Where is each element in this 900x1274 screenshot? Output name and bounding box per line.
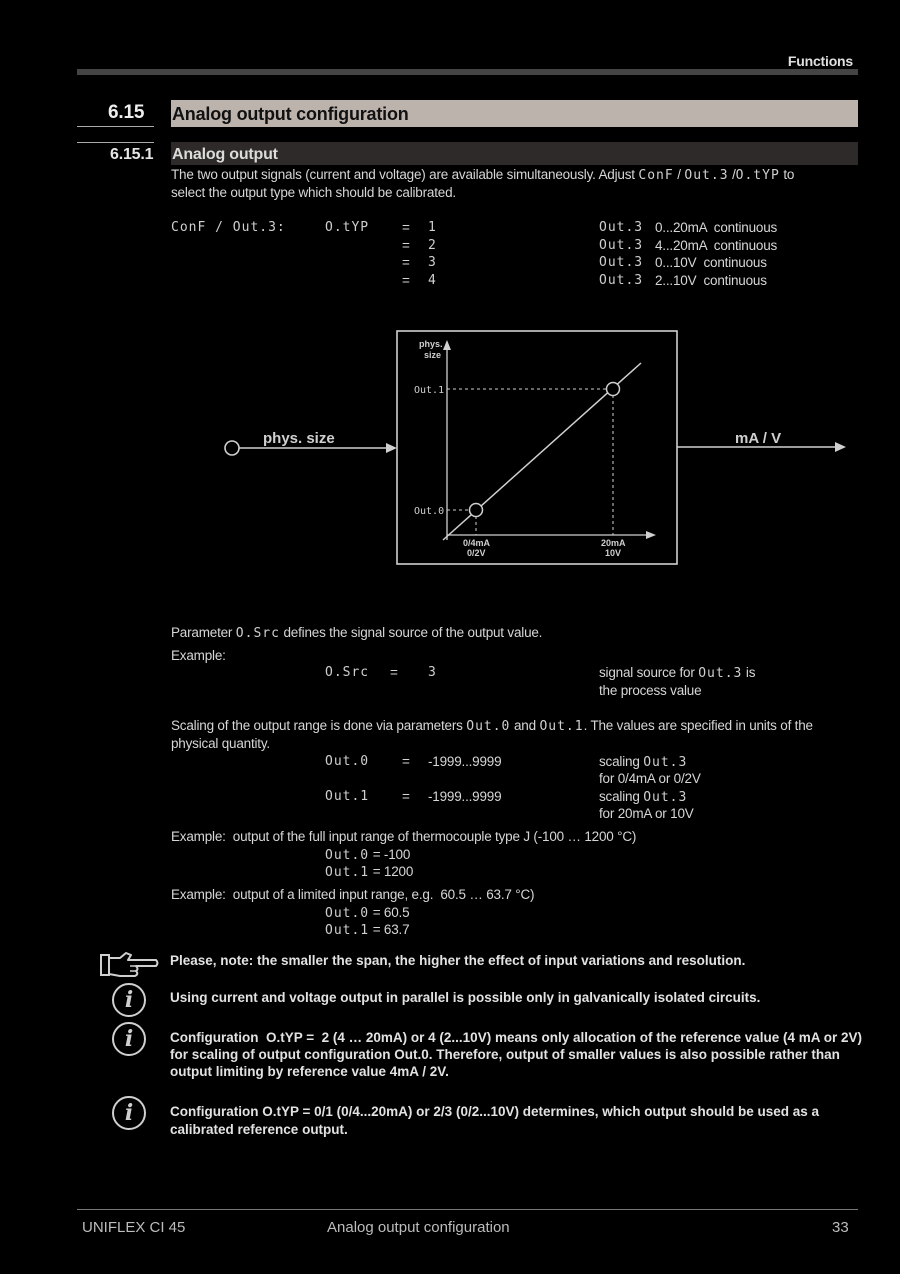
slash: / <box>677 167 681 182</box>
type-row-desc: 2...10V continuous <box>655 273 767 288</box>
scaling-desc-param: Out.3 <box>643 755 688 770</box>
input-label: phys. size <box>263 430 335 447</box>
param-out0: Out.0 <box>466 719 511 734</box>
scaling-diagram <box>0 0 900 600</box>
type-row-desc: 0...10V continuous <box>655 255 767 270</box>
scaling-row-desc-1 <box>599 754 687 770</box>
example-1-p0: Out.0 <box>325 848 370 863</box>
type-row-val: 4 <box>428 273 437 288</box>
type-row-eq: = <box>402 238 410 253</box>
subsection-title: Analog output <box>172 146 278 163</box>
type-row-eq: = <box>402 273 410 288</box>
example-2-line-out0 <box>325 905 409 921</box>
example-1-p1: Out.1 <box>325 865 370 880</box>
section-title: Analog output configuration <box>172 104 409 124</box>
type-row-out: Out.3 <box>599 220 644 235</box>
note-4-line-2: calibrated reference output. <box>170 1122 348 1137</box>
scaling-row-eq: = <box>402 789 410 804</box>
source-line <box>171 625 542 641</box>
type-table-param: O.tYP <box>325 220 370 235</box>
example-2-p0: Out.0 <box>325 906 370 921</box>
example-1-text: Example: output of the full input range of thermocouple type J (-100 … 1200 °C) <box>171 829 637 844</box>
param-osrc: O.Src <box>235 626 280 641</box>
info-icon: i <box>112 983 146 1017</box>
type-row-eq: = <box>402 255 410 270</box>
example-1-line-out1 <box>325 864 413 880</box>
intro-text-to: to <box>783 167 795 182</box>
scaling-row-param: Out.0 <box>325 754 370 769</box>
type-row-val: 2 <box>428 238 437 253</box>
output-label: mA / V <box>735 430 782 447</box>
param-out1: Out.1 <box>539 719 584 734</box>
section-number: 6.15 <box>108 102 145 123</box>
example-2-text: Example: output of a limited input range, e.g. 60.5 … 63.7 °C) <box>171 887 535 902</box>
source-post: defines the signal source of the output value. <box>283 625 543 640</box>
scaling-line-2: physical quantity. <box>171 736 270 751</box>
scaling-row-desc-1 <box>599 789 687 805</box>
x-axis-arrow <box>646 531 656 539</box>
subsection-number: 6.15.1 <box>110 146 154 163</box>
scaling-line-1 <box>171 718 813 734</box>
scaling-and: and <box>513 718 536 733</box>
scaling-row-range: -1999...9999 <box>428 789 502 804</box>
footer-chapter: Analog output configuration <box>327 1219 510 1236</box>
example-1-line-out0 <box>325 847 410 863</box>
converter-box <box>397 331 677 564</box>
type-row-out: Out.3 <box>599 273 644 288</box>
out1-point <box>607 383 620 396</box>
param-conf: ConF <box>638 168 674 183</box>
footer-product: UNIFLEX CI 45 <box>82 1219 186 1236</box>
source-example-param: O.Src <box>325 665 370 680</box>
hand-pointer-icon <box>100 950 160 980</box>
x-high-label-1: 20mA <box>601 538 626 548</box>
type-row-out: Out.3 <box>599 238 644 253</box>
source-example-eq: = <box>390 665 398 680</box>
output-arrow-head <box>835 442 846 452</box>
input-arrow-head <box>386 443 397 453</box>
source-example-desc-1 <box>599 665 755 681</box>
scaling-desc-pre: scaling <box>599 754 640 769</box>
scaling-row-eq: = <box>402 754 410 769</box>
source-desc-pre: signal source for <box>599 665 695 680</box>
footer-rule <box>77 1209 858 1210</box>
intro-line-2: select the output type which should be calibrated. <box>171 185 456 200</box>
note-3-line-3: output limiting by reference value 4mA / 2V. <box>170 1064 449 1079</box>
out1-label: Out.1 <box>414 385 445 396</box>
scaling-row-param: Out.1 <box>325 789 370 804</box>
source-desc-post: is <box>745 665 756 680</box>
type-row-out: Out.3 <box>599 255 644 270</box>
scaling-desc-pre: scaling <box>599 789 640 804</box>
scaling-post: . The values are specified in units of the <box>583 718 813 733</box>
example-2-p1: Out.1 <box>325 923 370 938</box>
param-otyp: O.tYP <box>735 168 780 183</box>
example-1-v0: = -100 <box>369 847 411 862</box>
source-example-desc-2: the process value <box>599 683 702 698</box>
source-example-label: Example: <box>171 648 226 663</box>
example-1-v1: = 1200 <box>369 864 414 879</box>
y-axis-arrow <box>443 340 451 350</box>
type-row-eq: = <box>402 220 410 235</box>
source-example-val: 3 <box>428 665 437 680</box>
source-pre: Parameter <box>171 625 233 640</box>
intro-text: The two output signals (current and voltage) are available simultaneously. Adjust <box>171 167 635 182</box>
type-row-val: 1 <box>428 220 437 235</box>
scaling-row-desc-2: for 20mA or 10V <box>599 806 694 821</box>
example-2-v1: = 63.7 <box>369 922 410 937</box>
info-icon: i <box>112 1022 146 1056</box>
scaling-row-range: -1999...9999 <box>428 754 502 769</box>
note-3-line-1: Configuration O.tYP = 2 (4 … 20mA) or 4 (2...10V) means only allocation of the reference value (4 mA or 2V) <box>170 1030 863 1045</box>
example-2-v0: = 60.5 <box>369 905 410 920</box>
note-2-text: Using current and voltage output in parallel is possible only in galvanically isolated circuits. <box>170 990 761 1005</box>
type-row-desc: 0...20mA continuous <box>655 220 778 235</box>
type-row-val: 3 <box>428 255 437 270</box>
scaling-desc-param: Out.3 <box>643 790 688 805</box>
scaling-row-desc-2: for 0/4mA or 0/2V <box>599 771 701 786</box>
x-low-label-1: 0/4mA <box>463 538 491 548</box>
note-4-line-1: Configuration O.tYP = 0/1 (0/4...20mA) or 2/3 (0/2...10V) determines, which output should be used as a <box>170 1104 820 1119</box>
type-table-path: ConF / Out.3: <box>171 220 286 235</box>
scaling-pre: Scaling of the output range is done via parameters <box>171 718 463 733</box>
source-desc-param: Out.3 <box>698 666 743 681</box>
y-axis-label-2: size <box>424 350 442 360</box>
out0-label: Out.0 <box>414 506 445 517</box>
note-1-text: Please, note: the smaller the span, the higher the effect of input variations and resolution. <box>170 953 746 968</box>
y-axis-label-1: phys. <box>419 339 443 349</box>
param-out3: Out.3 <box>684 168 729 183</box>
type-row-desc: 4...20mA continuous <box>655 238 778 253</box>
out0-point <box>470 504 483 517</box>
info-icon: i <box>112 1096 146 1130</box>
x-low-label-2: 0/2V <box>467 548 486 558</box>
example-2-line-out1 <box>325 922 409 938</box>
slash: / <box>732 167 736 182</box>
input-terminal <box>225 441 239 455</box>
note-3-line-2: for scaling of output configuration Out.0. Therefore, output of smaller values is also possible rather than <box>170 1047 840 1062</box>
header-section-label: Functions <box>787 53 853 69</box>
x-high-label-2: 10V <box>605 548 622 558</box>
footer-page-number: 33 <box>832 1219 849 1236</box>
